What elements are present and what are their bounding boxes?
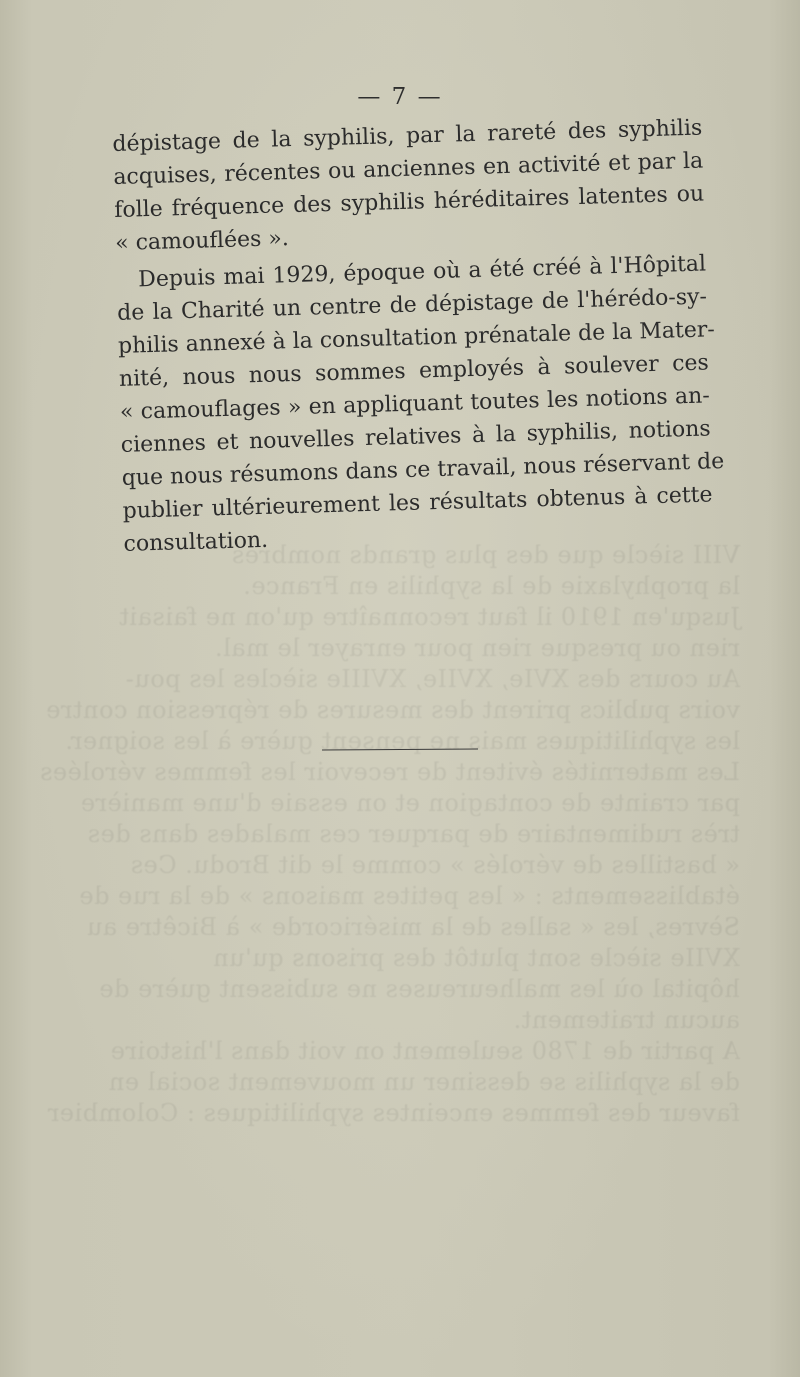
text-line: philis annexé à la consultation prénatale de la Mater- (117, 317, 716, 359)
text-line: publier ultérieurement les résultats obtenus à cette (122, 482, 713, 524)
text-line: « camouflées ». (114, 226, 290, 256)
text-line: dépistage de la syphilis, par la rareté des syphilis (112, 115, 703, 157)
text-line: Depuis mai 1929, époque où a été créé à l'Hôpital (137, 251, 707, 293)
text-line: de la Charité un centre de dépistage de l'hérédo-sy- (116, 284, 708, 326)
text-line: que nous résumons dans ce travail, nous réservant de (121, 449, 725, 491)
paragraph (116, 247, 725, 560)
body-text (112, 112, 725, 561)
page-number: — 7 — (357, 84, 443, 110)
text-line: consultation. (123, 527, 269, 557)
paragraph (112, 112, 705, 260)
text-line: folle fréquence des syphilis héréditaires latentes ou (113, 181, 705, 223)
text-line: ciennes et nouvelles relatives à la syphilis, notions (120, 416, 711, 458)
text-line: nité, nous nous sommes employés à soulever ces (118, 350, 710, 392)
show-through-text: VIII siècle que des plus grands nombres la prophylaxie de la syphilis en France. Jusqu'en 1910 il faut reconnaître qu'on ne faisait rien ou presque rien pour enrayer le mal. Au cours des XVIe, XVIIe, XVIIIe siècles les pou- voirs publics prirent des mesures de répression contre les syphilitiques mais ne pensent guère à les soigner. Les maternités évitent de recevoir les femmes vérolées par crainte de contagion et on essaie d'une manière très rudimentaire de parquer ces malades dans des « bastilles de vérolés » comme le dit Brodu. Ces établissements : « les petites maisons » de la rue de Sèvres, les « salles de la miséricorde » à Bicêtre au XVIIe siècle sont plutôt des prisons qu'un hôpital où les malheureuses ne subissent guère de aucun traitement. A partir de 1780 seulement on voit dans l'histoire de la syphilis se dessiner un mouvement social en faveur des femmes enceintes syphilitiques : Colombier (39, 541, 740, 1127)
text-line: « camouflages » en appliquant toutes les notions an- (119, 383, 711, 425)
text-line: acquises, récentes ou anciennes en activité et par la (113, 148, 704, 190)
section-divider (322, 748, 478, 750)
